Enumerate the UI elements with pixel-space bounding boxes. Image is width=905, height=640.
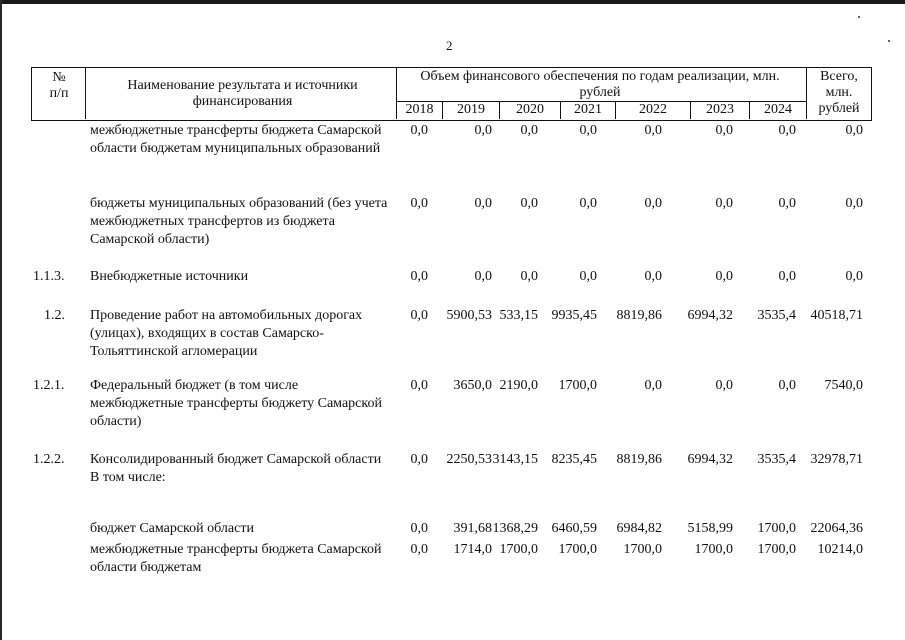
row-label: Федеральный бюджет (в том числе межбюджетные трансферты бюджету Самарской области) [90,378,382,429]
row-year-value: 1714,0 [453,542,492,557]
row-number: 1.2.1. [33,378,65,393]
year-header: 2019 [457,102,485,117]
year-header: 2018 [405,102,434,117]
row-total-value: 0,0 [845,123,863,138]
row-year-value: 0,0 [410,542,428,557]
year-header: 2023 [706,102,734,117]
row-year-value: 5900,53 [446,308,492,323]
row-number: 1.2. [44,308,65,323]
header-total: Всего, млн. рублей [818,69,860,116]
year-header: 2024 [764,102,792,117]
row-year-value: 0,0 [644,123,662,138]
row-year-value: 6984,82 [616,521,662,536]
row-year-value: 0,0 [778,123,796,138]
row-label: Консолидированный бюджет Самарской области В том числе: [90,452,382,485]
row-year-value: 2250,53 [446,452,492,467]
scan-speck [858,16,860,18]
row-year-value: 0,0 [715,269,733,284]
row-year-value: 2190,0 [499,378,538,393]
row-total-value: 0,0 [845,196,863,211]
row-year-value: 0,0 [410,269,428,284]
row-year-value: 1700,0 [623,542,662,557]
row-year-value: 0,0 [520,123,538,138]
row-year-value: 0,0 [410,308,428,323]
row-year-value: 6994,32 [687,452,733,467]
header-divider [85,67,86,119]
row-total-value: 22064,36 [810,521,863,536]
row-year-value: 533,15 [499,308,538,323]
row-year-value: 9935,45 [551,308,597,323]
header-divider [806,67,807,119]
row-year-value: 0,0 [579,123,597,138]
row-label: межбюджетные трансферты бюджета Самарской области бюджетам муниципальных образований [90,123,382,156]
row-year-value: 0,0 [644,269,662,284]
row-year-value: 1700,0 [757,521,796,536]
row-year-value: 6994,32 [687,308,733,323]
row-total-value: 0,0 [845,269,863,284]
row-year-value: 1700,0 [558,378,597,393]
row-year-value: 6460,59 [551,521,597,536]
row-total-value: 32978,71 [810,452,863,467]
row-year-value: 0,0 [644,196,662,211]
row-year-value: 8819,86 [616,308,662,323]
header-funding: Объем финансового обеспечения по годам реализации, млн. рублей [420,69,780,100]
row-year-value: 3535,4 [757,452,796,467]
row-year-value: 1700,0 [694,542,733,557]
year-header: 2020 [516,102,544,117]
row-label: межбюджетные трансферты бюджета Самарской области бюджетам [90,542,382,575]
row-year-value: 0,0 [778,196,796,211]
row-year-value: 1700,0 [558,542,597,557]
row-number: 1.1.3. [33,269,65,284]
row-year-value: 1700,0 [757,542,796,557]
row-label: бюджеты муниципальных образований (без учета межбюджетных трансфертов из бюджета Самарской области) [90,196,388,247]
row-year-value: 0,0 [778,269,796,284]
row-year-value: 8819,86 [616,452,662,467]
row-year-value: 0,0 [474,123,492,138]
row-year-value: 0,0 [644,378,662,393]
row-total-value: 10214,0 [817,542,863,557]
year-header: 2022 [639,102,667,117]
row-year-value: 3535,4 [757,308,796,323]
header-name: Наименование результата и источники финансирования [127,78,358,109]
scan-left-edge [0,0,2,640]
row-year-value: 0,0 [410,378,428,393]
page-number: 2 [446,38,453,53]
scan-speck [888,40,890,42]
row-year-value: 0,0 [410,123,428,138]
row-year-value: 0,0 [579,196,597,211]
row-total-value: 40518,71 [810,308,863,323]
row-year-value: 0,0 [715,378,733,393]
row-year-value: 1368,29 [492,521,538,536]
row-total-value: 7540,0 [824,378,863,393]
row-label: бюджет Самарской области [90,521,254,536]
row-year-value: 1700,0 [499,542,538,557]
row-year-value: 0,0 [520,196,538,211]
row-year-value: 3143,15 [492,452,538,467]
row-year-value: 0,0 [715,123,733,138]
row-year-value: 0,0 [474,196,492,211]
row-year-value: 0,0 [715,196,733,211]
row-number: 1.2.2. [33,452,65,467]
row-year-value: 8235,45 [551,452,597,467]
row-year-value: 0,0 [474,269,492,284]
row-year-value: 5158,99 [687,521,733,536]
row-year-value: 0,0 [410,196,428,211]
row-year-value: 391,68 [453,521,492,536]
scan-top-edge [0,0,905,4]
row-year-value: 0,0 [579,269,597,284]
row-year-value: 0,0 [520,269,538,284]
row-year-value: 0,0 [778,378,796,393]
row-year-value: 0,0 [410,452,428,467]
row-label: Проведение работ на автомобильных дорогах (улицах), входящих в состав Самарско-Тольяттинской агломерации [90,308,363,359]
year-header: 2021 [574,102,602,117]
row-label: Внебюджетные источники [90,269,249,284]
header-num: № п/п [49,70,69,101]
row-year-value: 3650,0 [453,378,492,393]
row-year-value: 0,0 [410,521,428,536]
